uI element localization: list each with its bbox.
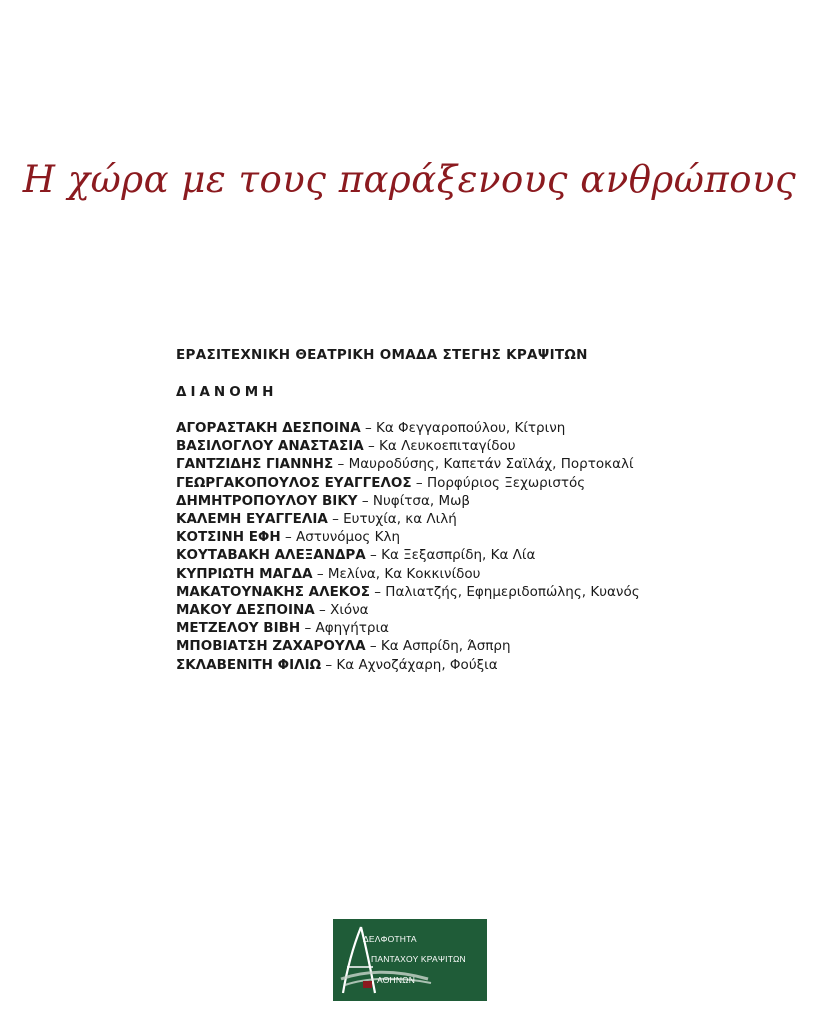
cast-entry xyxy=(176,601,736,619)
role-name: – Μελίνα, Κα Κοκκινίδου xyxy=(312,565,481,582)
role-name: – Ευτυχία, κα Λιλή xyxy=(327,511,457,528)
actor-name: ΚΟΤΣΙΝΗ ΕΦΗ xyxy=(176,529,281,546)
cast-entry xyxy=(176,474,736,492)
cast-entry xyxy=(176,637,736,655)
role-name: – Κα Λευκοεπιταγίδου xyxy=(363,438,516,455)
actor-name: ΜΑΚΟΥ ΔΕΣΠΟΙΝΑ xyxy=(176,602,315,619)
cast-entry xyxy=(176,437,736,455)
cast-entry xyxy=(176,455,736,473)
cast-entry xyxy=(176,565,736,583)
actor-name: ΜΠΟΒΙΑΤΣΗ ΖΑΧΑΡΟΥΛΑ xyxy=(176,638,366,655)
theatre-group-name: ΕΡΑΣΙΤΕΧΝΙΚΗ ΘΕΑΤΡΙΚΗ ΟΜΑΔΑ ΣΤΕΓΗΣ ΚΡΑΨΙΤΩΝ xyxy=(176,347,588,363)
actor-name: ΜΑΚΑΤΟΥΝΑΚΗΣ ΑΛΕΚΟΣ xyxy=(176,583,370,600)
actor-name: ΚΟΥΤΑΒΑΚΗ ΑΛΕΞΑΝΔΡΑ xyxy=(176,547,366,564)
role-name: – Παλιατζής, Εφημεριδοπώλης, Κυανός xyxy=(369,583,640,600)
section-heading: ΔΙΑΝΟΜΗ xyxy=(176,384,278,400)
actor-name: ΒΑΣΙΛΟΓΛΟΥ ΑΝΑΣΤΑΣΙΑ xyxy=(176,438,364,455)
actor-name: ΓΕΩΡΓΑΚΟΠΟΥΛΟΣ ΕΥΑΓΓΕΛΟΣ xyxy=(176,474,412,491)
actor-name: ΔΗΜΗΤΡΟΠΟΥΛΟΥ ΒΙΚΥ xyxy=(176,492,358,509)
actor-name: ΚΑΛΕΜΗ ΕΥΑΓΓΕΛΙΑ xyxy=(176,511,328,528)
role-name: – Αφηγήτρια xyxy=(300,620,389,637)
cast-entry xyxy=(176,492,736,510)
cast-entry xyxy=(176,583,736,601)
cast-entry xyxy=(176,510,736,528)
role-name: – Κα Φεγγαροπούλου, Κίτρινη xyxy=(360,420,566,436)
logo-text-line2: ΠΑΝΤΑΧΟΥ ΚΡΑΨΙΤΩΝ xyxy=(371,954,466,964)
actor-name: ΚΥΠΡΙΩΤΗ ΜΑΓΔΑ xyxy=(176,565,313,582)
role-name: – Νυφίτσα, Μωβ xyxy=(357,492,471,509)
role-name: – Κα Ξεξασπρίδη, Κα Λία xyxy=(365,547,536,564)
actor-name: ΑΓΟΡΑΣΤΑΚΗ ΔΕΣΠΟΙΝΑ xyxy=(176,420,361,436)
brotherhood-logo xyxy=(333,919,487,1001)
role-name: – Πορφύριος Ξεχωριστός xyxy=(411,474,586,491)
role-name: – Κα Αχνοζάχαρη, Φούξια xyxy=(321,656,498,673)
cast-section xyxy=(176,347,736,674)
role-name: – Μαυροδύσης, Καπετάν Σαϊλάχ, Πορτοκαλί xyxy=(333,456,634,473)
actor-name: ΜΕΤΖΕΛΟΥ ΒΙΒΗ xyxy=(176,620,301,637)
page-title: Η χώρα με τους παράξενους ανθρώπους xyxy=(22,158,797,201)
role-name: – Χιόνα xyxy=(314,602,369,619)
cast-entry xyxy=(176,546,736,564)
role-name: – Κα Ασπρίδη, Άσπρη xyxy=(365,638,511,655)
cast-entry xyxy=(176,656,736,674)
cast-entry xyxy=(176,619,736,637)
logo-text-line1: ΔΕΛΦΟΤΗΤΑ xyxy=(363,934,417,944)
cast-list xyxy=(176,419,736,674)
logo-text-line3: ΑΘΗΝΩΝ xyxy=(377,975,416,985)
actor-name: ΣΚΛΑΒΕΝΙΤΗ ΦΙΛΙΩ xyxy=(176,656,322,673)
cast-entry xyxy=(176,419,736,437)
role-name: – Αστυνόμος Κλη xyxy=(280,529,401,546)
actor-name: ΓΑΝΤΖΙΔΗΣ ΓΙΑΝΝΗΣ xyxy=(176,456,334,473)
cast-entry xyxy=(176,528,736,546)
